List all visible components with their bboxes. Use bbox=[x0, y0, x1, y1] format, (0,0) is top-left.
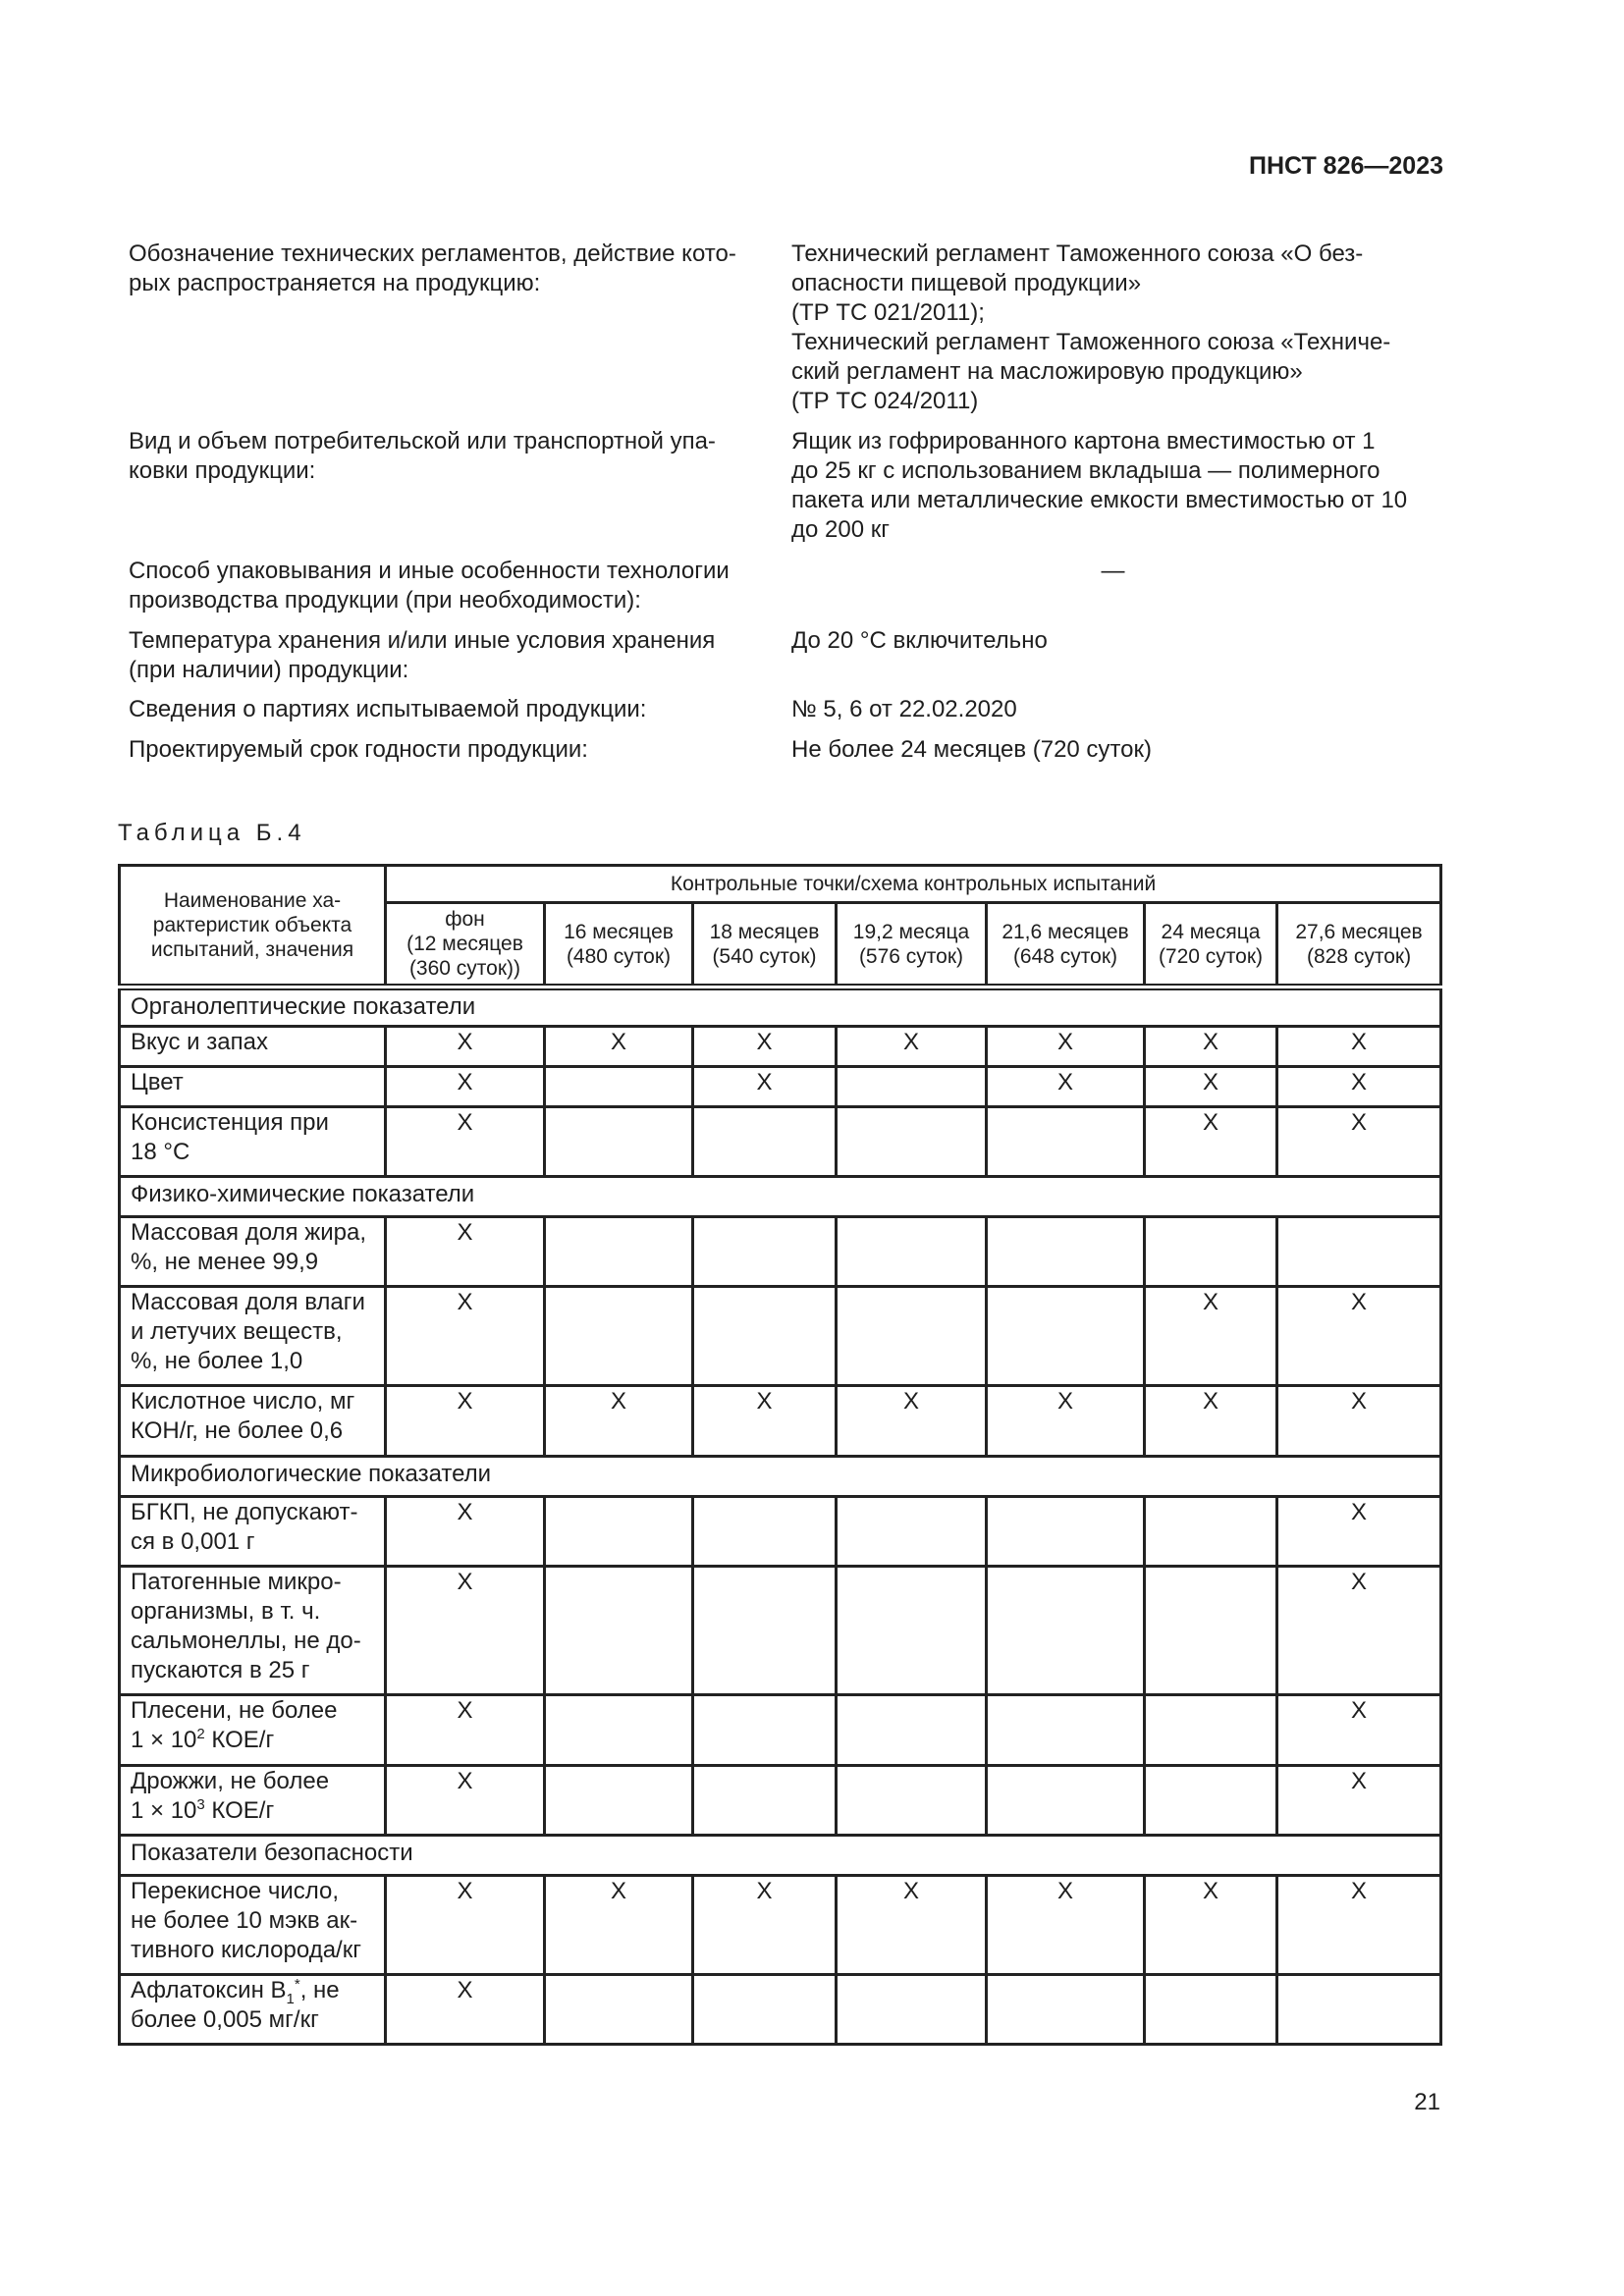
test-cell bbox=[693, 1027, 837, 1067]
property-value: — bbox=[1101, 558, 1125, 584]
test-mark: X bbox=[457, 1977, 473, 2003]
test-cell bbox=[987, 1567, 1145, 1695]
label-text: Перекисное число, не более 10 мэкв ак- тивного кислорода/кг bbox=[131, 1878, 361, 1963]
test-mark: X bbox=[756, 1388, 773, 1415]
test-cell bbox=[987, 1027, 1145, 1067]
test-cell bbox=[386, 1497, 545, 1567]
test-cell bbox=[1277, 1567, 1441, 1695]
test-mark: X bbox=[457, 1289, 473, 1315]
test-cell bbox=[837, 1497, 987, 1567]
test-cell bbox=[1277, 1067, 1441, 1107]
test-mark: X bbox=[902, 1029, 919, 1055]
test-mark: X bbox=[1056, 1029, 1073, 1055]
test-cell bbox=[837, 1695, 987, 1766]
table-row bbox=[120, 1027, 1441, 1067]
test-mark: X bbox=[756, 1029, 773, 1055]
column-header: 24 месяца (720 суток) bbox=[1145, 903, 1277, 988]
property-label: Обозначение технических регламентов, действие кото- рых распространяется на продукцию: bbox=[129, 240, 736, 296]
test-mark: X bbox=[457, 1109, 473, 1136]
test-cell bbox=[693, 1107, 837, 1177]
test-cell bbox=[837, 1027, 987, 1067]
property-value: Ящик из гофрированного картона вместимостью от 1 до 25 кг с использованием вкладыша — полимерного пакета или металлические емкости вместимостью от 10 до 200 кг bbox=[791, 428, 1408, 543]
label-text: 2 bbox=[196, 1726, 205, 1742]
test-cell bbox=[545, 1876, 693, 1975]
test-cell bbox=[386, 1217, 545, 1287]
test-cell bbox=[545, 1567, 693, 1695]
document-id: ПНСТ 826—2023 bbox=[1249, 152, 1443, 180]
test-cell bbox=[1145, 1287, 1277, 1386]
label-text: Вкус и запах bbox=[131, 1029, 268, 1055]
label-text: Дрожжи, не более 1 × 10 bbox=[131, 1768, 330, 1824]
property-label: Сведения о партиях испытываемой продукции: bbox=[129, 696, 647, 722]
test-cell bbox=[837, 1567, 987, 1695]
property-value: Не более 24 месяцев (720 суток) bbox=[791, 736, 1152, 763]
test-cell bbox=[1145, 1695, 1277, 1766]
test-mark: X bbox=[1056, 1388, 1073, 1415]
test-mark: X bbox=[1202, 1069, 1218, 1095]
characteristic-label bbox=[120, 1766, 386, 1836]
test-cell bbox=[1145, 1975, 1277, 2045]
test-cell bbox=[987, 1975, 1145, 2045]
test-cell bbox=[386, 1975, 545, 2045]
test-cell bbox=[1277, 1766, 1441, 1836]
test-cell bbox=[837, 1067, 987, 1107]
test-cell bbox=[1277, 1695, 1441, 1766]
test-mark: X bbox=[457, 1878, 473, 1904]
test-cell bbox=[693, 1695, 837, 1766]
test-cell bbox=[545, 1287, 693, 1386]
test-cell bbox=[987, 1386, 1145, 1457]
test-cell bbox=[386, 1876, 545, 1975]
label-text: Афлатоксин B bbox=[131, 1977, 287, 2003]
label-text: 3 bbox=[196, 1796, 205, 1813]
test-cell bbox=[545, 1067, 693, 1107]
test-mark: X bbox=[457, 1069, 473, 1095]
section-title: Показатели безопасности bbox=[120, 1836, 1441, 1876]
characteristic-label bbox=[120, 1067, 386, 1107]
test-mark: X bbox=[1056, 1878, 1073, 1904]
test-cell bbox=[1145, 1067, 1277, 1107]
test-mark: X bbox=[756, 1069, 773, 1095]
test-cell bbox=[837, 1287, 987, 1386]
test-mark: X bbox=[457, 1768, 473, 1794]
test-mark: X bbox=[610, 1388, 626, 1415]
characteristic-label bbox=[120, 1027, 386, 1067]
column-header: 27,6 месяцев (828 суток) bbox=[1277, 903, 1441, 988]
property-label: Вид и объем потребительской или транспортной упа- ковки продукции: bbox=[129, 428, 716, 484]
property-label: Способ упаковывания и иные особенности технологии производства продукции (при необходимости): bbox=[129, 558, 730, 614]
table-caption: Таблица Б.4 bbox=[118, 820, 306, 846]
section-row bbox=[120, 1177, 1441, 1217]
characteristic-label bbox=[120, 1217, 386, 1287]
test-mark: X bbox=[902, 1878, 919, 1904]
characteristic-label bbox=[120, 1497, 386, 1567]
table-row bbox=[120, 1107, 1441, 1177]
table-row bbox=[120, 1975, 1441, 2045]
test-mark: X bbox=[1202, 1289, 1218, 1315]
table-row bbox=[120, 1497, 1441, 1567]
section-title: Микробиологические показатели bbox=[120, 1457, 1441, 1497]
test-cell bbox=[987, 1497, 1145, 1567]
characteristic-label bbox=[120, 1975, 386, 2045]
test-cell bbox=[386, 1287, 545, 1386]
table-row bbox=[120, 1217, 1441, 1287]
test-mark: X bbox=[457, 1219, 473, 1246]
test-cell bbox=[545, 1497, 693, 1567]
label-text: Кислотное число, мг КОН/г, не более 0,6 bbox=[131, 1388, 355, 1444]
control-points-table bbox=[118, 864, 1442, 2046]
page-number: 21 bbox=[1414, 2089, 1440, 2115]
label-text: БГКП, не допускают- ся в 0,001 г bbox=[131, 1499, 358, 1555]
test-mark: X bbox=[1351, 1388, 1368, 1415]
label-text: Патогенные микро- организмы, в т. ч. сальмонеллы, не до- пускаются в 25 г bbox=[131, 1569, 361, 1683]
test-mark: X bbox=[610, 1029, 626, 1055]
test-cell bbox=[1277, 1497, 1441, 1567]
property-value: До 20 °С включительно bbox=[791, 627, 1048, 654]
test-cell bbox=[386, 1067, 545, 1107]
table-row bbox=[120, 1287, 1441, 1386]
test-cell bbox=[987, 1695, 1145, 1766]
column-header: 21,6 месяцев (648 суток) bbox=[987, 903, 1145, 988]
test-cell bbox=[545, 1766, 693, 1836]
test-mark: X bbox=[1351, 1109, 1368, 1136]
test-cell bbox=[987, 1107, 1145, 1177]
test-mark: X bbox=[902, 1388, 919, 1415]
test-cell bbox=[837, 1876, 987, 1975]
label-text: Плесени, не более 1 × 10 bbox=[131, 1697, 338, 1753]
test-mark: X bbox=[756, 1878, 773, 1904]
test-cell bbox=[386, 1766, 545, 1836]
characteristic-label bbox=[120, 1695, 386, 1766]
section-row bbox=[120, 988, 1441, 1027]
test-mark: X bbox=[1351, 1878, 1368, 1904]
test-cell bbox=[693, 1217, 837, 1287]
test-cell bbox=[1277, 1975, 1441, 2045]
test-mark: X bbox=[457, 1499, 473, 1525]
column-header: 19,2 месяца (576 суток) bbox=[837, 903, 987, 988]
test-mark: X bbox=[1202, 1029, 1218, 1055]
test-cell bbox=[1145, 1766, 1277, 1836]
test-cell bbox=[987, 1766, 1145, 1836]
test-mark: X bbox=[457, 1697, 473, 1724]
test-cell bbox=[693, 1766, 837, 1836]
test-mark: X bbox=[610, 1878, 626, 1904]
test-cell bbox=[386, 1107, 545, 1177]
test-cell bbox=[1277, 1027, 1441, 1067]
test-cell bbox=[1145, 1217, 1277, 1287]
header-control-points: Контрольные точки/схема контрольных испытаний bbox=[386, 866, 1441, 903]
column-header: 18 месяцев (540 суток) bbox=[693, 903, 837, 988]
section-row bbox=[120, 1836, 1441, 1876]
table-row bbox=[120, 1876, 1441, 1975]
section-row bbox=[120, 1457, 1441, 1497]
test-cell bbox=[693, 1876, 837, 1975]
test-cell bbox=[1145, 1497, 1277, 1567]
table-row bbox=[120, 1695, 1441, 1766]
test-cell bbox=[1277, 1386, 1441, 1457]
label-text: 1 bbox=[286, 1990, 295, 2007]
test-cell bbox=[693, 1567, 837, 1695]
test-cell bbox=[545, 1217, 693, 1287]
test-mark: X bbox=[1202, 1109, 1218, 1136]
test-mark: X bbox=[1351, 1289, 1368, 1315]
test-mark: X bbox=[457, 1388, 473, 1415]
test-cell bbox=[386, 1027, 545, 1067]
test-cell bbox=[837, 1217, 987, 1287]
test-cell bbox=[1145, 1876, 1277, 1975]
test-mark: X bbox=[1202, 1388, 1218, 1415]
label-text: Массовая доля влаги и летучих веществ, %, не более 1,0 bbox=[131, 1289, 365, 1374]
label-text: КОЕ/г bbox=[204, 1727, 275, 1753]
test-mark: X bbox=[1351, 1569, 1368, 1595]
characteristic-label bbox=[120, 1567, 386, 1695]
test-cell bbox=[545, 1386, 693, 1457]
test-cell bbox=[693, 1975, 837, 2045]
test-cell bbox=[545, 1107, 693, 1177]
test-cell bbox=[386, 1386, 545, 1457]
column-header: 16 месяцев (480 суток) bbox=[545, 903, 693, 988]
property-value: № 5, 6 от 22.02.2020 bbox=[791, 696, 1017, 722]
label-text: , не более 0,005 мг/кг bbox=[131, 1977, 340, 2033]
test-cell bbox=[386, 1567, 545, 1695]
test-cell bbox=[693, 1067, 837, 1107]
test-mark: X bbox=[1351, 1069, 1368, 1095]
property-label: Проектируемый срок годности продукции: bbox=[129, 736, 588, 763]
test-mark: X bbox=[1351, 1029, 1368, 1055]
test-cell bbox=[837, 1386, 987, 1457]
test-mark: X bbox=[457, 1029, 473, 1055]
property-value: Технический регламент Таможенного союза «О без- опасности пищевой продукции» (ТР ТС 021/2011); Технический регламент Таможенного союза «Техниче- ский регламент на масложировую продукцию» (ТР ТС 024/2011) bbox=[791, 240, 1391, 414]
test-cell bbox=[1277, 1287, 1441, 1386]
test-cell bbox=[693, 1287, 837, 1386]
table-row bbox=[120, 1567, 1441, 1695]
label-text: * bbox=[294, 1976, 300, 1993]
test-cell bbox=[1277, 1876, 1441, 1975]
test-cell bbox=[987, 1287, 1145, 1386]
property-label: Температура хранения и/или иные условия хранения (при наличии) продукции: bbox=[129, 627, 716, 683]
test-cell bbox=[987, 1067, 1145, 1107]
characteristic-label bbox=[120, 1287, 386, 1386]
test-cell bbox=[837, 1766, 987, 1836]
test-cell bbox=[1145, 1386, 1277, 1457]
test-cell bbox=[1145, 1027, 1277, 1067]
characteristic-label bbox=[120, 1386, 386, 1457]
test-cell bbox=[545, 1027, 693, 1067]
test-mark: X bbox=[1202, 1878, 1218, 1904]
test-cell bbox=[987, 1217, 1145, 1287]
test-mark: X bbox=[1351, 1768, 1368, 1794]
table-row bbox=[120, 1386, 1441, 1457]
test-mark: X bbox=[457, 1569, 473, 1595]
test-cell bbox=[1145, 1567, 1277, 1695]
test-mark: X bbox=[1351, 1697, 1368, 1724]
characteristic-label bbox=[120, 1107, 386, 1177]
section-title: Физико-химические показатели bbox=[120, 1177, 1441, 1217]
test-cell bbox=[693, 1386, 837, 1457]
test-mark: X bbox=[1056, 1069, 1073, 1095]
test-cell bbox=[1145, 1107, 1277, 1177]
test-mark: X bbox=[1351, 1499, 1368, 1525]
test-cell bbox=[1277, 1107, 1441, 1177]
column-header: фон (12 месяцев (360 суток)) bbox=[386, 903, 545, 988]
characteristic-label bbox=[120, 1876, 386, 1975]
test-cell bbox=[837, 1107, 987, 1177]
label-text: КОЕ/г bbox=[204, 1797, 275, 1824]
label-text: Цвет bbox=[131, 1069, 184, 1095]
test-cell bbox=[545, 1695, 693, 1766]
test-cell bbox=[386, 1695, 545, 1766]
test-cell bbox=[545, 1975, 693, 2045]
test-cell bbox=[987, 1876, 1145, 1975]
test-cell bbox=[1277, 1217, 1441, 1287]
label-text: Консистенция при 18 °С bbox=[131, 1109, 329, 1165]
section-title: Органолептические показатели bbox=[120, 988, 1441, 1027]
header-characteristic: Наименование ха- рактеристик объекта испытаний, значения bbox=[120, 866, 386, 988]
test-cell bbox=[837, 1975, 987, 2045]
test-cell bbox=[693, 1497, 837, 1567]
label-text: Массовая доля жира, %, не менее 99,9 bbox=[131, 1219, 367, 1275]
table-row bbox=[120, 1766, 1441, 1836]
table-row bbox=[120, 1067, 1441, 1107]
